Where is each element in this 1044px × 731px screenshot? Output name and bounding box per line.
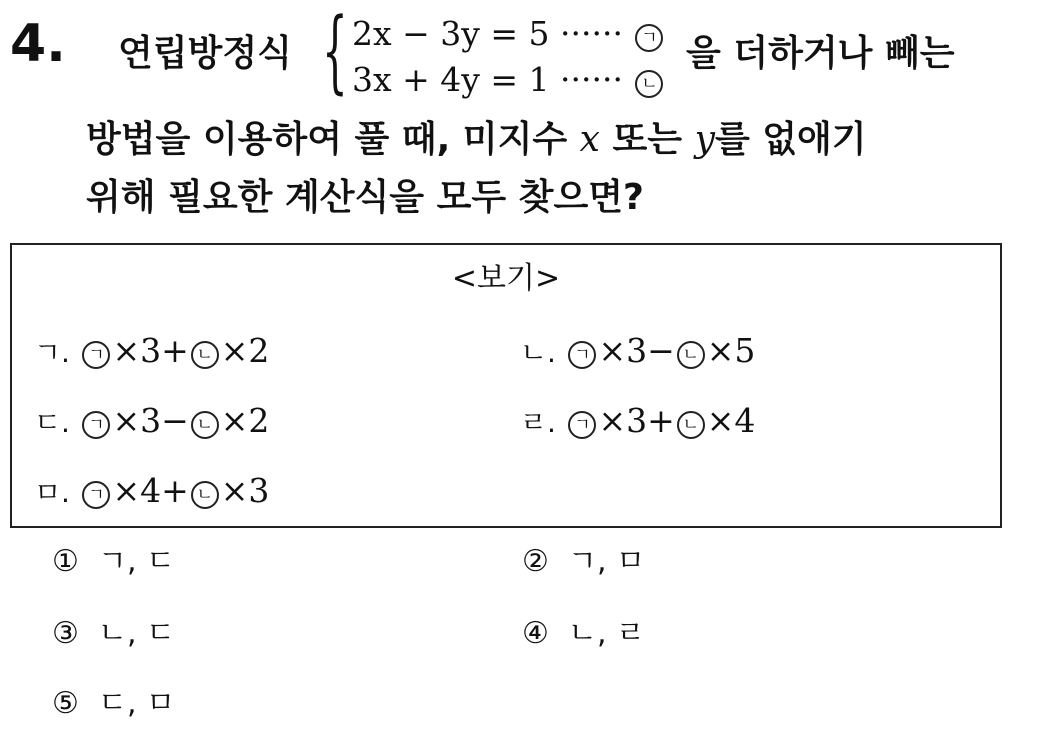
answer-text: ㄱ, ㄷ xyxy=(97,544,176,579)
bogi-item-4 xyxy=(520,401,755,443)
question-line2-b: 또는 xyxy=(599,119,695,160)
question-line1-suffix: 을 더하거나 빼는 xyxy=(686,33,955,74)
bogi-item-term: ×3+ xyxy=(112,331,189,370)
bogi-item-label: ㄷ. xyxy=(34,406,70,439)
bogi-item-term: ×3+ xyxy=(598,401,675,440)
bogi-title: <보기> xyxy=(451,261,561,296)
circled-mark: ㄱ xyxy=(82,481,110,509)
answer-choice-3[interactable] xyxy=(52,616,175,652)
bogi-item-label: ㄱ. xyxy=(34,336,70,369)
equation-2 xyxy=(352,60,665,100)
bogi-item-3 xyxy=(34,401,269,443)
circled-mark: ㄴ xyxy=(191,481,219,509)
answer-choice-4[interactable] xyxy=(522,616,645,652)
bogi-item-term: ×4 xyxy=(706,401,756,440)
equation-1 xyxy=(352,14,665,54)
bogi-item-label: ㅁ. xyxy=(34,476,70,509)
answer-choice-1[interactable] xyxy=(52,544,175,580)
var-x: x xyxy=(579,119,600,160)
equation-1-mark: ㄱ xyxy=(635,24,663,52)
answer-number: ⑤ xyxy=(52,686,79,721)
circled-mark: ㄱ xyxy=(82,411,110,439)
answer-number: ④ xyxy=(522,616,549,651)
bogi-item-term: ×5 xyxy=(706,331,756,370)
answer-choice-2[interactable] xyxy=(522,544,645,580)
bogi-item-2 xyxy=(520,331,755,373)
answer-text: ㄱ, ㅁ xyxy=(567,544,646,579)
answer-number: ② xyxy=(522,544,549,579)
bogi-item-term: ×4+ xyxy=(112,471,189,510)
circled-mark: ㄴ xyxy=(191,341,219,369)
bogi-item-term: ×3− xyxy=(598,331,675,370)
bogi-box xyxy=(10,243,1002,528)
answer-text: ㄴ, ㄹ xyxy=(567,616,646,651)
circled-mark: ㄱ xyxy=(568,411,596,439)
bogi-item-term: ×2 xyxy=(220,331,270,370)
answer-number: ③ xyxy=(52,616,79,651)
equation-2-mark: ㄴ xyxy=(635,70,663,98)
bogi-item-term: ×3 xyxy=(220,471,270,510)
equation-2-text: 3x + 4y = 1 ······ xyxy=(352,60,623,99)
question-line2-a: 방법을 이용하여 풀 때, 미지수 xyxy=(86,119,580,160)
bogi-item-label: ㄹ. xyxy=(520,406,556,439)
question-number: 4. xyxy=(10,14,66,74)
equation-system xyxy=(322,0,682,104)
question-line2 xyxy=(86,118,867,162)
answer-text: ㄴ, ㄷ xyxy=(97,616,176,651)
circled-mark: ㄴ xyxy=(677,341,705,369)
system-brace: { xyxy=(322,0,348,104)
answer-choice-5[interactable] xyxy=(52,686,175,722)
circled-mark: ㄱ xyxy=(568,341,596,369)
answer-number: ① xyxy=(52,544,79,579)
bogi-item-label: ㄴ. xyxy=(520,336,556,369)
answer-text: ㄷ, ㅁ xyxy=(97,686,176,721)
var-y: y xyxy=(694,119,715,160)
bogi-item-term: ×3− xyxy=(112,401,189,440)
question-line3: 위해 필요한 계산식을 모두 찾으면? xyxy=(86,177,644,218)
bogi-item-term: ×2 xyxy=(220,401,270,440)
circled-mark: ㄴ xyxy=(191,411,219,439)
bogi-item-1 xyxy=(34,331,269,373)
equation-1-text: 2x − 3y = 5 ······ xyxy=(352,14,623,53)
question-line1-prefix: 연립방정식 xyxy=(118,33,292,74)
circled-mark: ㄴ xyxy=(677,411,705,439)
circled-mark: ㄱ xyxy=(82,341,110,369)
question-line2-c: 를 없애기 xyxy=(714,119,867,160)
bogi-item-5 xyxy=(34,471,269,513)
